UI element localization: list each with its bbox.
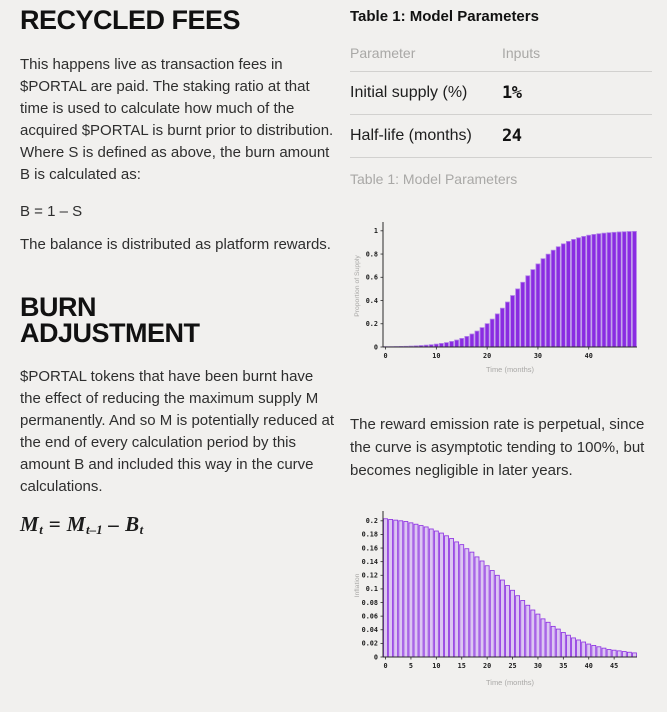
svg-text:20: 20 <box>483 352 492 360</box>
heading-burn-line2: ADJUSTMENT <box>20 318 200 348</box>
svg-text:0.12: 0.12 <box>361 571 378 580</box>
formula-subscript: t <box>39 522 43 537</box>
formula-burn-amount: B = 1 – S <box>20 203 83 220</box>
svg-text:1: 1 <box>373 227 378 236</box>
svg-text:Time (months): Time (months) <box>485 678 535 687</box>
heading-recycled-fees: RECYCLED FEES <box>20 5 241 35</box>
svg-text:Time (months): Time (months) <box>485 365 535 374</box>
svg-text:35: 35 <box>559 662 568 670</box>
formula-term: B <box>125 512 140 536</box>
svg-text:0.14: 0.14 <box>361 557 378 566</box>
svg-text:20: 20 <box>483 662 492 670</box>
paragraph-burn-adjustment: $PORTAL tokens that have been burnt have the effect of reducing the maximum supply M permanently. And so M is potentially reduced at the end of every calculation period by this amount B and included this way in the curve calculations. <box>20 368 335 495</box>
svg-text:30: 30 <box>533 662 543 670</box>
formula-supply-adjustment <box>20 512 338 538</box>
svg-text:0.04: 0.04 <box>361 626 378 635</box>
svg-text:10: 10 <box>432 662 441 670</box>
right-column <box>350 0 652 712</box>
svg-text:0.4: 0.4 <box>365 296 378 305</box>
svg-text:Inflation: Inflation <box>354 573 361 598</box>
svg-text:0.2: 0.2 <box>365 320 378 329</box>
paragraph-recycled-fees: This happens live as transaction fees in $PORTAL are paid. The staking ratio at that time is used to calculate how much of the acquired $PORTAL is burnt prior to distribution. Where S is defined as above, the burn amount B is calculated as: <box>20 56 334 183</box>
svg-text:0: 0 <box>383 352 388 360</box>
formula-term: M <box>66 512 86 536</box>
inflation-curve-chart <box>350 508 650 690</box>
formula-operator: – <box>102 512 126 536</box>
table-cell-parameter: Half-life (months) <box>350 127 472 144</box>
table-header-parameter: Parameter <box>350 45 416 61</box>
svg-text:Proportion of Supply: Proportion of Supply <box>354 255 361 317</box>
svg-text:0.8: 0.8 <box>365 250 378 259</box>
svg-text:0.2: 0.2 <box>365 517 378 526</box>
svg-text:0.02: 0.02 <box>361 639 378 648</box>
svg-text:0.6: 0.6 <box>365 273 378 282</box>
table-row <box>350 115 652 158</box>
heading-burn-line1: BURN <box>20 292 96 322</box>
svg-text:30: 30 <box>533 352 543 360</box>
table-cell-value: 24 <box>502 126 522 146</box>
heading-burn-adjustment <box>20 294 338 346</box>
svg-text:25: 25 <box>508 662 517 670</box>
svg-text:0.18: 0.18 <box>361 530 378 539</box>
svg-text:45: 45 <box>610 662 619 670</box>
svg-text:15: 15 <box>457 662 466 670</box>
svg-text:0.16: 0.16 <box>361 544 378 553</box>
table-title: Table 1: Model Parameters <box>350 8 539 25</box>
svg-text:0.06: 0.06 <box>361 612 378 621</box>
table-caption: Table 1: Model Parameters <box>350 171 518 187</box>
table-header-row <box>350 45 652 72</box>
table-row <box>350 72 652 115</box>
formula-subscript: t–1 <box>85 522 103 537</box>
svg-text:0: 0 <box>373 653 378 662</box>
svg-text:0: 0 <box>383 662 388 670</box>
table-cell-parameter: Initial supply (%) <box>350 84 468 101</box>
paragraph-balance-distribution: The balance is distributed as platform rewards. <box>20 236 331 253</box>
svg-text:0.08: 0.08 <box>361 598 378 607</box>
supply-curve-chart <box>350 217 650 377</box>
svg-text:40: 40 <box>584 662 593 670</box>
svg-text:10: 10 <box>432 352 441 360</box>
formula-term: M <box>20 512 40 536</box>
formula-operator: = <box>42 512 67 536</box>
table-header-inputs: Inputs <box>502 45 541 61</box>
svg-text:40: 40 <box>584 352 593 360</box>
svg-text:5: 5 <box>408 662 413 670</box>
paragraph-emission-rate: The reward emission rate is perpetual, since the curve is asymptotic tending to 100%, but becomes negligible in later years. <box>350 416 645 479</box>
table-cell-value: 1% <box>502 83 522 103</box>
svg-text:0.1: 0.1 <box>365 585 378 594</box>
svg-text:0: 0 <box>373 343 378 352</box>
formula-subscript: t <box>139 522 144 537</box>
